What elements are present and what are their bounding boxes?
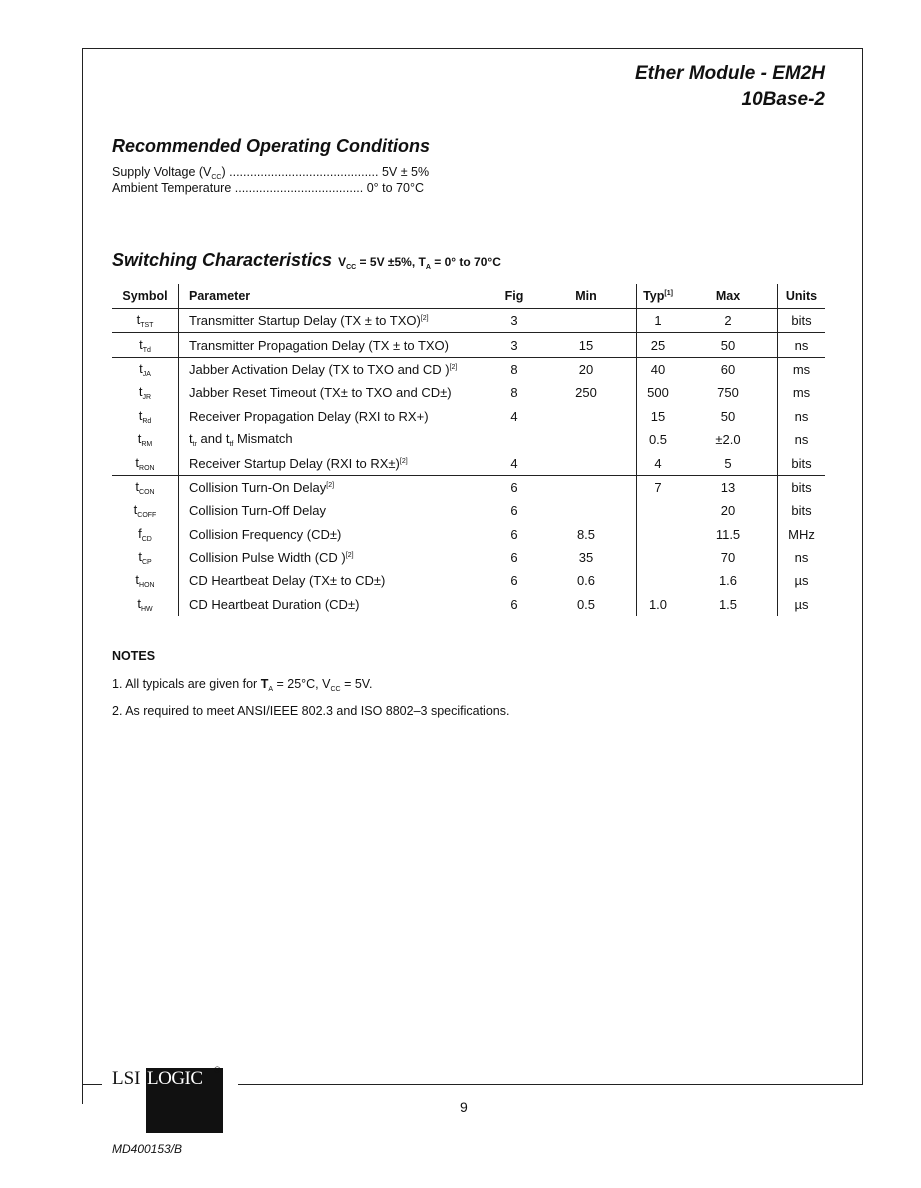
- typ-cell: 25: [637, 333, 680, 357]
- header-title: Ether Module - EM2H: [634, 63, 825, 84]
- max-cell: 5: [679, 451, 778, 475]
- table-row: [112, 523, 825, 546]
- symbol-cell: [112, 333, 179, 357]
- symbol-cell: [112, 309, 179, 333]
- min-cell: [536, 475, 637, 499]
- roc-title: Recommended Operating Conditions: [112, 136, 431, 156]
- symbol-cell: [112, 569, 179, 592]
- symbol-sub: JA: [142, 370, 151, 378]
- units-cell: bits: [791, 503, 812, 519]
- switching-title-text: Switching Characteristics: [112, 250, 333, 270]
- symbol-base: t: [137, 431, 142, 447]
- units-cell: bits: [791, 313, 812, 329]
- switching-conditions: [338, 255, 501, 269]
- table-row: [112, 357, 825, 381]
- symbol-base: t: [138, 549, 142, 565]
- fig-cell: 3: [510, 313, 518, 329]
- min-cell: 15: [536, 333, 637, 357]
- page-frame-right: [862, 48, 863, 1085]
- typ-cell: 15: [650, 408, 666, 424]
- table-row: [112, 451, 825, 475]
- parameter-text: Collision Pulse Width (CD ): [189, 550, 346, 566]
- symbol-cell: [112, 523, 179, 546]
- symbol-base: t: [133, 502, 138, 518]
- ambient-temperature-line: Ambient Temperature ..................................... 0° to 70°C: [112, 181, 424, 195]
- symbol-cell: [112, 546, 179, 569]
- parameter-cell: [179, 405, 493, 428]
- symbol-sub: TST: [140, 322, 154, 330]
- typ-cell: [637, 546, 680, 569]
- fig-cell: 6: [510, 526, 518, 542]
- max-cell: 60: [679, 357, 778, 381]
- max-cell: 50: [679, 405, 778, 428]
- symbol-cell: [112, 475, 179, 499]
- symbol-cell: [112, 499, 179, 522]
- typ-cell: 40: [637, 357, 680, 381]
- parameter-text: Collision Turn-On Delay: [189, 479, 327, 495]
- header-subtitle: 10Base-2: [741, 89, 825, 110]
- logo-trademark: ®: [214, 1065, 221, 1075]
- typ-cell: 0.5: [648, 432, 668, 448]
- parameter-cell: [179, 309, 493, 333]
- symbol-base: t: [139, 360, 143, 376]
- parameter-cell: [179, 593, 493, 616]
- col-typ: [637, 284, 680, 309]
- page-frame-bottom: [238, 1084, 863, 1085]
- parameter-footnote: [2]: [345, 552, 354, 560]
- parameter-footnote: [2]: [326, 481, 335, 489]
- table-row: [112, 499, 825, 522]
- parameter-text: Collision Turn-Off Delay: [189, 503, 327, 519]
- typ-cell: 4: [654, 455, 662, 471]
- min-cell: 8.5: [536, 523, 637, 546]
- fig-cell: 6: [510, 596, 518, 612]
- parameter-footnote: [2]: [399, 457, 408, 465]
- logo-lsi-text: LSI: [112, 1068, 141, 1089]
- cond-end: = 0° to 70°C: [430, 255, 501, 269]
- min-cell: [536, 499, 637, 522]
- parameter-text: Collision Frequency (CD±): [189, 526, 342, 542]
- typ-cell: [637, 569, 680, 592]
- symbol-cell: [112, 381, 179, 404]
- page-frame-top: [82, 48, 863, 49]
- table-body: [112, 309, 825, 617]
- col-parameter: Parameter: [179, 284, 493, 309]
- min-cell: 20: [536, 357, 637, 381]
- typ-cell: 500: [647, 385, 669, 401]
- page-number: 9: [460, 1099, 468, 1115]
- col-symbol: Symbol: [112, 284, 179, 309]
- min-cell: [536, 451, 637, 475]
- cond-v-sub: CC: [346, 264, 357, 271]
- units-cell: ms: [778, 357, 826, 381]
- symbol-cell: [112, 451, 179, 475]
- note-1-prefix: 1. All typicals are given for: [112, 677, 261, 691]
- symbol-cell: [112, 428, 179, 451]
- symbol-cell: [112, 357, 179, 381]
- parameter-footnote: [2]: [420, 315, 429, 323]
- document-id: MD400153/B: [112, 1142, 183, 1156]
- col-min: Min: [536, 284, 637, 309]
- col-typ-sup: [1]: [664, 290, 673, 297]
- min-cell: 250: [536, 381, 637, 404]
- units-cell: ns: [794, 408, 809, 424]
- symbol-sub: CON: [139, 488, 155, 496]
- min-cell: [536, 428, 637, 451]
- parameter-text: Receiver Startup Delay (RXI to RX±): [189, 455, 400, 471]
- cond-t-sub: A: [425, 264, 431, 271]
- parameter-cell: [179, 546, 493, 569]
- parameter-text: Jabber Reset Timeout (TX± to TXO and CD±): [189, 385, 452, 401]
- max-cell: 1.6: [679, 569, 778, 592]
- units-cell: bits: [778, 475, 826, 499]
- parameter-cell: [179, 381, 493, 404]
- symbol-sub: CD: [141, 535, 152, 543]
- symbol-base: t: [135, 454, 140, 470]
- mismatch-end: Mismatch: [233, 431, 293, 447]
- supply-voltage-line: [112, 165, 429, 181]
- table-row: [112, 428, 825, 451]
- notes-title: NOTES: [112, 649, 156, 663]
- page-frame-bottom-left: [82, 1084, 102, 1085]
- supply-sub: CC: [211, 174, 222, 181]
- cond-mid: = 5V ±5%, T: [356, 255, 426, 269]
- cond-v: V: [338, 255, 347, 269]
- parameter-text: CD Heartbeat Duration (CD±): [189, 596, 360, 612]
- max-cell: 1.5: [679, 593, 778, 616]
- parameter-text: Receiver Propagation Delay (RXI to RX+): [189, 408, 429, 424]
- max-cell: 70: [679, 546, 778, 569]
- page-frame-left: [82, 48, 83, 1104]
- fig-cell: [492, 428, 536, 451]
- note-1-mid: = 25°C, V: [273, 677, 331, 691]
- parameter-cell: [179, 428, 493, 451]
- mismatch-sub-1: tr: [192, 441, 197, 449]
- table-row: [112, 546, 825, 569]
- fig-cell: 6: [510, 503, 518, 519]
- fig-cell: 6: [492, 475, 536, 499]
- table-row: [112, 569, 825, 592]
- max-cell: ±2.0: [679, 428, 778, 451]
- col-max: Max: [679, 284, 778, 309]
- parameter-cell: [179, 499, 493, 522]
- symbol-sub: Rd: [142, 417, 152, 425]
- parameter-footnote: [2]: [449, 363, 458, 371]
- logo-logic-text: LOGIC: [147, 1068, 203, 1089]
- table-row: [112, 309, 825, 333]
- fig-cell: 6: [510, 573, 518, 589]
- supply-prefix: Supply Voltage (V: [112, 165, 212, 179]
- parameter-text: t: [189, 431, 193, 447]
- symbol-sub: HON: [139, 582, 155, 590]
- mismatch-sub-2: tf: [229, 441, 234, 449]
- max-cell: 20: [679, 499, 778, 522]
- units-cell: ms: [792, 385, 811, 401]
- typ-cell: [637, 499, 680, 522]
- max-cell: 11.5: [679, 523, 778, 546]
- col-units: Units: [778, 284, 826, 309]
- symbol-sub: RON: [139, 464, 155, 472]
- symbol-base: t: [135, 572, 140, 588]
- units-cell: bits: [791, 455, 812, 471]
- note-1-t: T: [260, 677, 269, 691]
- units-cell: ns: [794, 550, 809, 566]
- symbol-base: t: [137, 595, 141, 611]
- parameter-text: Transmitter Startup Delay (TX ± to TXO): [189, 313, 421, 329]
- fig-cell: 3: [492, 333, 536, 357]
- parameter-cell: [179, 523, 493, 546]
- switching-title: [112, 250, 501, 271]
- mismatch-mid: and t: [196, 431, 230, 447]
- parameter-text: Jabber Activation Delay (TX to TXO and CD ): [189, 361, 450, 377]
- parameter-cell: [179, 333, 493, 357]
- min-cell: [536, 309, 637, 333]
- symbol-sub: JR: [142, 394, 152, 402]
- min-cell: [536, 405, 637, 428]
- table-header-row: [112, 284, 825, 309]
- symbol-cell: [112, 405, 179, 428]
- table-row: [112, 405, 825, 428]
- symbol-sub: Td: [142, 346, 151, 354]
- supply-suffix: ) ........................................... 5V ± 5%: [221, 165, 430, 179]
- min-cell: 0.5: [536, 593, 637, 616]
- units-cell: µs: [794, 596, 809, 612]
- note-1: [112, 677, 372, 693]
- parameter-text: Transmitter Propagation Delay (TX ± to TXO): [189, 337, 449, 353]
- symbol-cell: [112, 593, 179, 616]
- note-2: 2. As required to meet ANSI/IEEE 802.3 and ISO 8802–3 specifications.: [112, 704, 510, 718]
- typ-cell: 7: [637, 475, 680, 499]
- symbol-base: t: [138, 407, 143, 423]
- col-typ-label: Typ: [643, 289, 665, 303]
- table-row: [112, 593, 825, 616]
- symbol-sub: RM: [141, 441, 153, 449]
- parameter-text: CD Heartbeat Delay (TX± to CD±): [189, 573, 386, 589]
- symbol-sub: CP: [141, 559, 152, 567]
- units-cell: ns: [794, 432, 809, 448]
- switching-table: [112, 284, 825, 616]
- units-cell: MHz: [788, 526, 815, 542]
- symbol-sub: COFF: [137, 512, 157, 520]
- symbol-base: t: [136, 312, 141, 328]
- min-cell: 35: [536, 546, 637, 569]
- symbol-sub: HW: [140, 605, 153, 613]
- fig-cell: 6: [510, 550, 518, 566]
- fig-cell: 4: [510, 408, 518, 424]
- max-cell: 13: [679, 475, 778, 499]
- symbol-base: t: [135, 478, 140, 494]
- fig-cell: 4: [510, 455, 518, 471]
- table-row: [112, 475, 825, 499]
- min-cell: 0.6: [536, 569, 637, 592]
- typ-cell: 1: [654, 313, 662, 329]
- symbol-base: f: [138, 525, 142, 541]
- parameter-cell: [179, 451, 493, 475]
- table-row: [112, 381, 825, 404]
- units-cell: ns: [778, 333, 826, 357]
- note-1-end: = 5V.: [340, 677, 373, 691]
- note-1-v-sub: CC: [330, 686, 341, 693]
- max-cell: 2: [679, 309, 778, 333]
- typ-cell: [637, 523, 680, 546]
- max-cell: 50: [679, 333, 778, 357]
- max-cell: 750: [679, 381, 778, 404]
- parameter-cell: [179, 475, 493, 499]
- parameter-cell: [179, 569, 493, 592]
- symbol-base: t: [139, 336, 143, 352]
- fig-cell: 8: [492, 357, 536, 381]
- parameter-cell: [179, 357, 493, 381]
- table-row: [112, 333, 825, 357]
- col-fig: Fig: [492, 284, 536, 309]
- units-cell: µs: [794, 573, 809, 589]
- fig-cell: 8: [510, 385, 518, 401]
- typ-cell: 1.0: [648, 596, 668, 612]
- symbol-base: t: [138, 384, 143, 400]
- note-1-t-sub: A: [268, 686, 273, 693]
